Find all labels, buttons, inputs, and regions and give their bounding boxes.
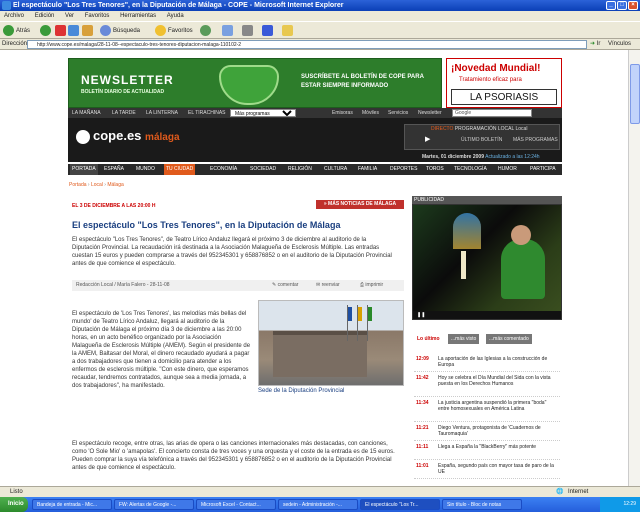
print-button[interactable] [242, 25, 255, 37]
address-input[interactable] [27, 40, 587, 49]
tab-mas-visto[interactable]: ...más visto [448, 334, 479, 344]
print-link[interactable]: ⎙ imprimir [360, 282, 384, 288]
last-bulletin-button[interactable]: ÚLTIMO BOLETÍN [461, 137, 503, 143]
links-button[interactable]: Vínculos [608, 41, 632, 47]
word-icon [262, 25, 273, 36]
header-date: Martes, 01 diciembre 2009 Actualizado a las 12:24h [422, 154, 540, 160]
status-text: Listo [10, 489, 23, 495]
live-radio-widget [404, 124, 560, 150]
list-item[interactable]: 11:42 Hoy se celebra el Día Mundial del Sida con la vista puesta en los Derechos Humanos [414, 373, 560, 397]
psoriasis-ad-sub: Tratamiento eficaz para [459, 77, 522, 83]
task-excel[interactable]: Microsoft Excel - Contact... [196, 499, 276, 510]
word-button[interactable] [262, 25, 275, 37]
status-zone: Internet [568, 489, 589, 495]
nav-toros[interactable]: TOROS [426, 166, 444, 172]
history-button[interactable] [200, 25, 213, 37]
nav-deportes[interactable]: DEPORTES [390, 166, 418, 172]
refresh-icon [68, 25, 79, 36]
nav-espana[interactable]: ESPAÑA [104, 166, 124, 172]
back-button[interactable]: Atrás [3, 25, 30, 37]
menu-herramientas[interactable]: Herramientas [120, 13, 157, 19]
go-arrow-icon: ➜ [590, 41, 596, 47]
nav-humor[interactable]: HUMOR [498, 166, 517, 172]
list-item[interactable]: 11:11 Llega a España la "BlackBerry" más potente [414, 442, 560, 460]
search-icon [100, 25, 111, 36]
newsletter-ad[interactable] [68, 58, 442, 108]
play-icon[interactable]: ▶ [425, 136, 431, 143]
status-bar [0, 486, 640, 497]
window-title: El espectáculo "Los Tres Tenores", en la Diputación de Málaga - COPE - Microsoft Internet Explorer [13, 2, 344, 9]
psoriasis-ad-brand: LA PSORIASIS [451, 89, 557, 105]
eu-flag [348, 307, 352, 321]
ie-icon [2, 1, 11, 10]
menu-favoritos[interactable]: Favoritos [84, 13, 110, 19]
nav-tu-ciudad[interactable]: TU CIUDAD [164, 164, 195, 175]
article-lead: El espectáculo "Los Tres Tenores", de Teatro Lírico Andaluz llegará el próximo 3 de diciembre al auditorio de la Diputación Provincial. La recaudación irá destinada a la Asociación Malagueña de Esclerosis Múltiple. Las entradas cuestan 15 euros y pueden comprarse a través del 952345301 y 658876852 o en el auditorio de la Diputación Provincial antes de que comience el espectáculo. [72, 237, 392, 267]
more-programs-button[interactable]: MÁS PROGRAMAS [513, 137, 558, 143]
refresh-button[interactable] [68, 25, 81, 37]
address-bar [0, 39, 640, 50]
crumb-portada[interactable]: Portada [69, 182, 87, 188]
task-sedein[interactable]: sedein - Administración -... [278, 499, 358, 510]
clock: 12:29 [623, 501, 636, 507]
crumb-local[interactable]: Local [90, 182, 103, 188]
stained-glass-window [453, 213, 481, 249]
newsletter-title: NEWSLETTER [81, 73, 174, 87]
address-label: Dirección [2, 41, 28, 47]
live-label: DIRECTO PROGRAMACIÓN LOCAL Local [431, 126, 528, 132]
menu-ayuda[interactable]: Ayuda [166, 13, 184, 19]
forward-arrow-icon [40, 25, 51, 36]
list-item[interactable]: 11:21 Diego Ventura, protagonista de 'Cuadernos de Tauromaquia' [414, 423, 560, 441]
breadcrumb: Portada › Local › Málaga [69, 182, 124, 188]
history-icon [200, 25, 211, 36]
psoriasis-ad[interactable] [446, 58, 562, 108]
photo-caption: Sede de la Diputación Provincial [258, 388, 345, 394]
system-tray [600, 497, 640, 512]
globe-icon: 🌐 [556, 489, 564, 495]
article-dateline: EL 3 DE DICIEMBRE A LAS 20:00 H [72, 203, 156, 209]
site-header [68, 118, 562, 162]
nav-portada[interactable]: PORTADA [70, 164, 98, 175]
more-news-button[interactable]: » MÁS NOTICIAS DE MÁLAGA [316, 200, 404, 209]
right-column [412, 196, 562, 486]
star-icon [155, 25, 166, 36]
list-item[interactable]: 12:09 La aportación de las Iglesias a la construcción de Europa [414, 354, 560, 372]
task-outlook[interactable]: Bandeja de entrada - Mic... [32, 499, 112, 510]
pause-icon[interactable]: ❚❚ [417, 312, 426, 318]
article [72, 198, 404, 486]
home-icon [82, 25, 93, 36]
crumb-malaga[interactable]: Málaga [107, 182, 124, 188]
newsletter-subtitle: BOLETÍN DIARIO DE ACTUALIDAD [81, 89, 165, 95]
main-nav [68, 164, 562, 175]
article-body-2: El espectáculo recoge, entre otras, las arias de opera o las canciones internacionales más destacadas, con canciones, como 'O Sole Mio' o 'amapolas'. El concierto consta de tres voces y una orquesta y el coste de la entrada es de 15 euros. Pueden comprar la suya vía telefónica a través del 952345301 y 658876852 o en el auditorio de la Diputación Provincial antes de que comience el espectáculo. [72, 441, 395, 471]
taskbar [0, 497, 640, 512]
comment-link[interactable]: ✎ comentar [272, 282, 299, 288]
maximize-button[interactable]: □ [617, 1, 627, 10]
stop-icon [55, 25, 66, 36]
forward-button[interactable] [40, 25, 53, 37]
video-player[interactable] [412, 204, 562, 320]
back-arrow-icon [3, 25, 14, 36]
vertical-scrollbar[interactable] [628, 50, 640, 486]
latest-news-list [414, 354, 560, 480]
video-controls[interactable] [413, 311, 561, 319]
cope-logo-icon [76, 130, 90, 144]
nav-la-manana[interactable]: LA MAÑANA [72, 110, 101, 116]
news-tabs [414, 334, 562, 344]
candle [461, 251, 466, 279]
nav-religion[interactable]: RELIGIÓN [288, 166, 312, 172]
home-button[interactable] [82, 25, 95, 37]
nav-participa[interactable]: PARTICIPA [530, 166, 556, 172]
list-item[interactable]: 11:01 España, segundo país con mayor tasa de paro de la UE [414, 461, 560, 479]
nav-moviles[interactable]: Móviles [362, 110, 379, 116]
nav-familia[interactable]: FAMILIA [358, 166, 378, 172]
spain-flag [358, 307, 362, 321]
article-meta [72, 280, 404, 291]
browser-toolbar [0, 21, 640, 39]
nav-el-tirachinas[interactable]: EL TIRACHINAS [188, 110, 226, 116]
nav-la-linterna[interactable]: LA LINTERNA [146, 110, 178, 116]
coffee-cup-icon [219, 65, 279, 105]
psoriasis-ad-title: ¡Novedad Mundial! [451, 63, 541, 74]
folder-icon [282, 25, 293, 36]
task-google-alerts[interactable]: FW: Alertas de Google -... [114, 499, 194, 510]
priest-head [511, 225, 531, 245]
mail-button[interactable] [222, 25, 235, 37]
folder-button[interactable] [282, 25, 295, 37]
nav-cultura[interactable]: CULTURA [324, 166, 348, 172]
nav-tecnologia[interactable]: TECNOLOGÍA [454, 166, 487, 172]
scrollbar-thumb[interactable] [630, 64, 640, 124]
nav-newsletter[interactable]: Newsletter [418, 110, 442, 116]
menu-edicion[interactable]: Edición [34, 13, 55, 19]
priest-figure [501, 239, 545, 299]
article-photo[interactable] [258, 300, 404, 386]
forward-link[interactable]: ✉ reenviar [316, 282, 340, 288]
program-nav [68, 108, 562, 118]
menu-ver[interactable]: Ver [65, 13, 75, 19]
menu-archivo[interactable]: Archivo [4, 13, 25, 19]
mail-icon [222, 25, 233, 36]
page-content [0, 50, 640, 486]
article-body-1: El espectáculo de 'Los Tres Tenores', las melodías más bellas del mundo' de Teatro Lírico Andaluz, llegará al auditorio de la Diputación de Málaga el próximo día 3 de diciembre a las 20:00 horas, en un acto benéfico organizado por la Asociación Malagueña de Esclerosis Múltiple (AMEM). Según el presidente de la AMEM, Baltasar del Moral, el dinero recaudado ayudará a pagar a dos trabajadores que tienen a domicilio para atender a los enfermos de esclerosis múltiple. "Con este dinero, que esperamos recaudar, tendremos contratados, aunque sea a media jornada, a dos trabajadores", ha manifestado. [72, 311, 251, 389]
tab-lo-ultimo[interactable]: Lo último [414, 334, 443, 344]
cope-logo[interactable]: cope.es málaga [76, 128, 180, 144]
nav-emisoras[interactable]: Emisoras [332, 110, 353, 116]
andalusia-flag [368, 307, 372, 321]
search-button[interactable]: Búsqueda [100, 25, 140, 37]
task-ie-active[interactable]: El espectáculo "Los Tr... [360, 499, 440, 510]
search-input[interactable]: Google [452, 109, 532, 117]
more-programs-select[interactable] [230, 109, 296, 117]
task-notepad[interactable]: Sin título - Bloc de notas [442, 499, 522, 510]
nav-economia[interactable]: ECONOMÍA [210, 166, 238, 172]
nav-la-tarde[interactable]: LA TARDE [112, 110, 136, 116]
article-byline: Redacción Local / María Falero - 28-11-08 [76, 282, 170, 288]
tab-mas-comentado[interactable]: ...más comentado [486, 334, 532, 344]
list-item[interactable]: 11:34 La justicia argentina suspendió la primera "boda" entre homosexuales en América Latina [414, 398, 560, 422]
menu-bar [0, 11, 640, 21]
window-titlebar [0, 0, 640, 11]
address-url: http://www.cope.es/malaga/28-11-08--espectaculo-tres-tenores-diputacion-malaga-110102-2 [37, 42, 242, 48]
newsletter-cta: SUSCRÍBETE AL BOLETÍN DE COPE PARA ESTAR SIEMPRE INFORMADO [301, 74, 424, 89]
ad-banner [68, 58, 562, 108]
favorites-button[interactable]: Favoritos [155, 25, 193, 37]
ad-label: PUBLICIDAD [412, 196, 562, 204]
cope-page [68, 50, 562, 486]
building-shape [273, 331, 367, 377]
minimize-button[interactable]: _ [606, 1, 616, 10]
print-icon [242, 25, 253, 36]
nav-mundo[interactable]: MUNDO [136, 166, 155, 172]
stop-button[interactable] [55, 25, 68, 37]
nav-servicios[interactable]: Servicios [388, 110, 409, 116]
go-button[interactable]: ➜ Ir [590, 41, 601, 47]
nav-sociedad[interactable]: SOCIEDAD [250, 166, 277, 172]
article-title: El espectáculo "Los Tres Tenores", en la Diputación de Málaga [72, 220, 341, 230]
close-button[interactable]: × [628, 1, 638, 10]
start-button[interactable]: Inicio [0, 497, 28, 512]
